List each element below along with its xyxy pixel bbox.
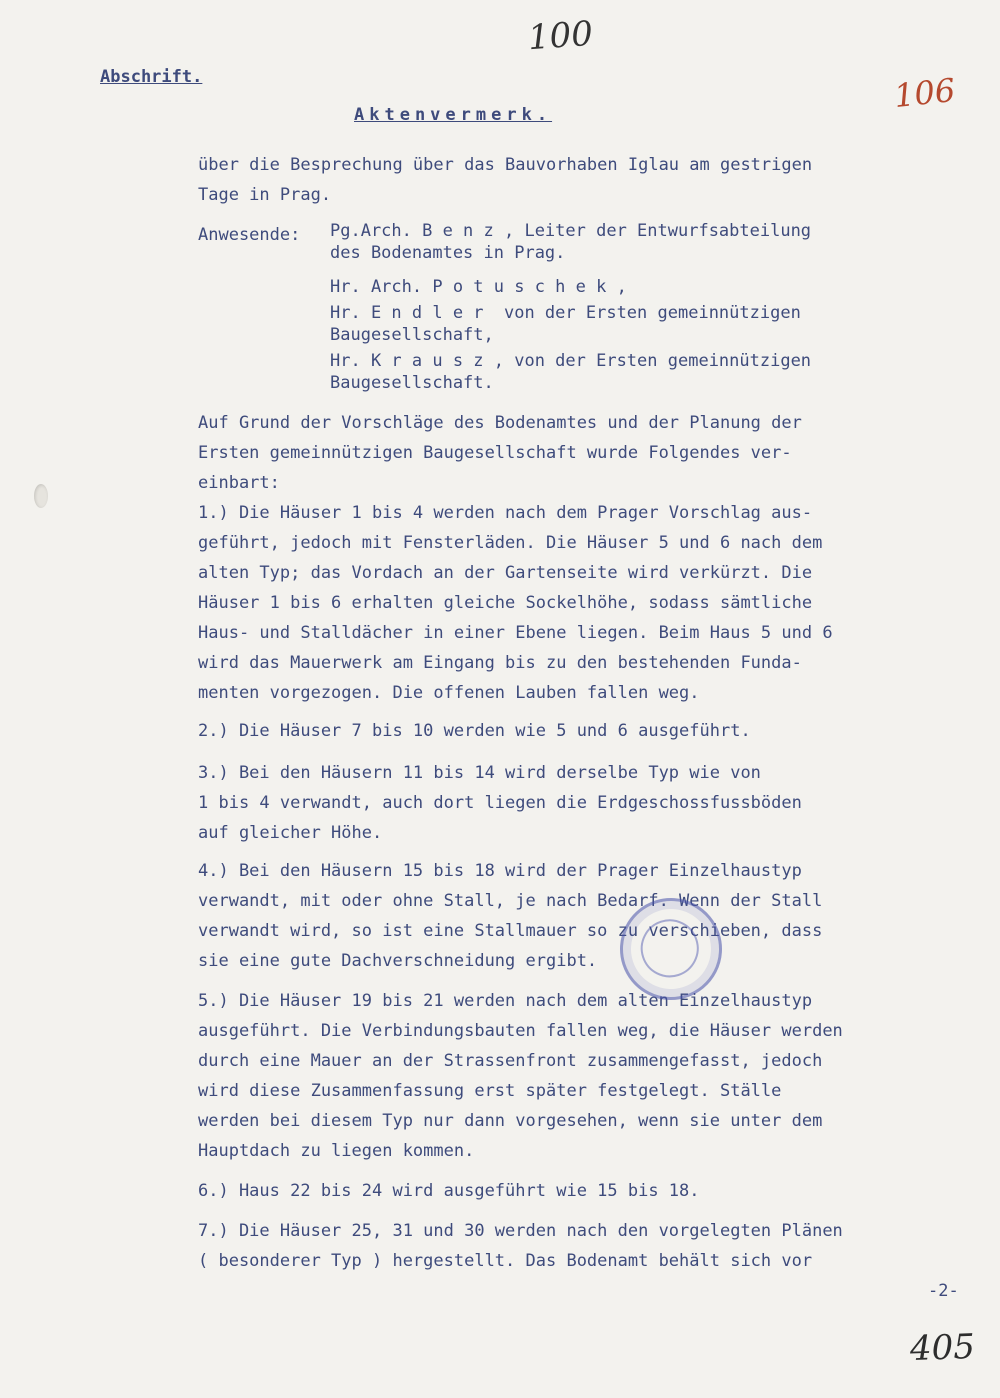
handwritten-number-red: 106	[892, 70, 957, 116]
attendee-entry: Pg.Arch. B e n z , Leiter der Entwurfsabteilung des Bodenamtes in Prag.	[330, 221, 812, 263]
attendee-entry: Hr. E n d l e r von der Ersten gemeinnützigen Baugesellschaft,	[330, 303, 801, 345]
handwritten-number-top: 100	[526, 13, 595, 59]
body-intro: Auf Grund der Vorschläge des Bodenamtes und der Planung der Ersten gemeinnützigen Baugesellschaft wurde Folgendes ver- einbart:	[198, 413, 802, 493]
stamp-inner-ring	[633, 912, 706, 985]
agreement-item: 6.) Haus 22 bis 24 wird ausgeführt wie 15 bis 18.	[198, 1181, 700, 1201]
copy-label: Abschrift.	[100, 67, 203, 87]
agreement-item: 7.) Die Häuser 25, 31 und 30 werden nach den vorgelegten Plänen ( besonderer Typ ) hergestellt. Das Bodenamt behält sich vor	[198, 1221, 843, 1271]
attendee-entry: Hr. K r a u s z , von der Ersten gemeinnützigen Baugesellschaft.	[330, 351, 812, 393]
punch-hole	[34, 484, 48, 508]
attendees-label: Anwesende:	[198, 225, 301, 245]
agreement-item: 2.) Die Häuser 7 bis 10 werden wie 5 und 6 ausgeführt.	[198, 721, 751, 741]
attendee-entry: Hr. Arch. P o t u s c h e k ,	[330, 277, 627, 297]
document-title: Aktenvermerk.	[354, 105, 553, 125]
page-marker: -2-	[928, 1281, 959, 1301]
agreement-item: 1.) Die Häuser 1 bis 4 werden nach dem Prager Vorschlag aus- geführt, jedoch mit Fensterläden. Die Häuser 5 und 6 nach dem alten Typ; das Vordach an der Gartenseite wird verkürzt. Die Häuser 1 bis 6 erhalten gleiche Sockelhöhe, sodass sämtliche Haus- und Stalldächer in einer Ebene liegen. Beim Haus 5 und 6 wird das Mauerwerk am Eingang bis zu den bestehenden Funda- menten vorgezogen. Die offenen Lauben fallen weg.	[198, 503, 833, 703]
handwritten-number-bottom: 405	[909, 1326, 976, 1370]
intro-text: über die Besprechung über das Bauvorhaben Iglau am gestrigen Tage in Prag.	[198, 155, 813, 205]
agreement-item: 5.) Die Häuser 19 bis 21 werden nach dem alten Einzelhaustyp ausgeführt. Die Verbindungsbauten fallen weg, die Häuser werden durch eine Mauer an der Strassenfront zusammengefasst, jedoch wird diese Zusammenfassung erst später festgelegt. Ställe werden bei diesem Typ nur dann vorgesehen, wenn sie unter dem Hauptdach zu liegen kommen.	[198, 991, 843, 1161]
agreement-item: 4.) Bei den Häusern 15 bis 18 wird der Prager Einzelhaustyp verwandt, mit oder ohne Stall, je nach Bedarf. Wenn der Stall verwandt wird, so ist eine Stallmauer so zu verschieben, dass sie eine gute Dachverschneidung ergibt.	[198, 861, 823, 971]
agreement-item: 3.) Bei den Häusern 11 bis 14 wird derselbe Typ wie von 1 bis 4 verwandt, auch dort liegen die Erdgeschossfussböden auf gleicher Höhe.	[198, 763, 802, 843]
